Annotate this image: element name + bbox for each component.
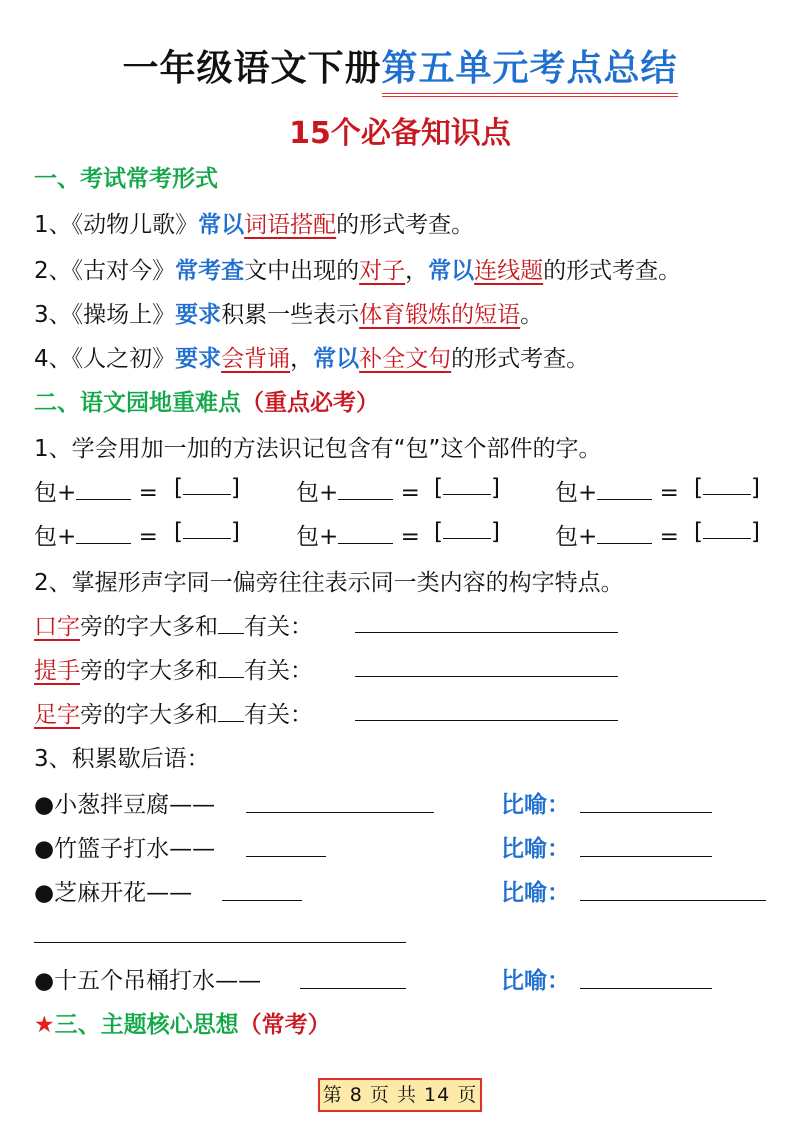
bao-cell-6: 包+ = bbox=[555, 524, 679, 550]
metaphor-label-2: 比喻： bbox=[501, 836, 570, 862]
metaphor-answer-3[interactable] bbox=[580, 900, 766, 901]
title-part1: 一年级语文下册 bbox=[122, 48, 382, 89]
metaphor-answer-4[interactable] bbox=[580, 988, 712, 989]
radical-answer-line-2[interactable] bbox=[355, 676, 618, 677]
xiehouyu-answer-4[interactable] bbox=[300, 988, 406, 989]
metaphor-answer-1[interactable] bbox=[580, 812, 712, 813]
section2-heading: 二、语文园地重难点（重点必考） bbox=[34, 390, 379, 416]
xiehouyu-4: ●十五个吊桶打水—— bbox=[34, 968, 262, 994]
bao-bracket-5: [ ] bbox=[434, 519, 500, 545]
xiehouyu-2: ●竹篮子打水—— bbox=[34, 836, 216, 862]
metaphor-answer-2[interactable] bbox=[580, 856, 712, 857]
bao-bracket-3: [ ] bbox=[694, 475, 760, 501]
bao-cell-2: 包+ = bbox=[296, 480, 420, 506]
section1-item-1: 1、《动物儿歌》常以词语搭配的形式考查。 bbox=[34, 212, 475, 238]
section1-heading: 一、考试常考形式 bbox=[34, 166, 218, 192]
title-highlight: 第五单元考点总结 bbox=[382, 40, 678, 91]
xiehouyu-answer-2[interactable] bbox=[246, 856, 326, 857]
bao-cell-5: 包+ = bbox=[296, 524, 420, 550]
radical-row-1: 口字旁的字大多和 有关： bbox=[34, 614, 313, 640]
metaphor-label-1: 比喻： bbox=[501, 792, 570, 818]
xiehouyu-1: ●小葱拌豆腐—— bbox=[34, 792, 216, 818]
bao-bracket-2: [ ] bbox=[434, 475, 500, 501]
section2-item-3: 3、积累歇后语： bbox=[34, 746, 210, 772]
section2-item-1: 1、学会用加一加的方法识记包含有“包”这个部件的字。 bbox=[34, 436, 602, 462]
radical-row-2: 提手旁的字大多和 有关： bbox=[34, 658, 313, 684]
bao-cell-3: 包+ = bbox=[555, 480, 679, 506]
radical-answer-line-3[interactable] bbox=[355, 720, 618, 721]
section3-heading: ★三、主题核心思想（常考） bbox=[34, 1012, 331, 1038]
bao-cell-4: 包+ = bbox=[34, 524, 158, 550]
section1-item-4: 4、《人之初》要求会背诵，常以补全文句的形式考查。 bbox=[34, 346, 590, 372]
xiehouyu-3: ●芝麻开花—— bbox=[34, 880, 193, 906]
page-title bbox=[0, 40, 800, 91]
section2-item-2: 2、掌握形声字同一偏旁往往表示同一类内容的构字特点。 bbox=[34, 570, 624, 596]
page-subtitle: 15个必备知识点 bbox=[289, 116, 511, 151]
bao-bracket-1: [ ] bbox=[174, 475, 240, 501]
xiehouyu-answer-3[interactable] bbox=[222, 900, 302, 901]
star-icon: ★ bbox=[34, 1012, 55, 1038]
metaphor-label-4: 比喻： bbox=[501, 968, 570, 994]
radical-answer-line-1[interactable] bbox=[355, 632, 618, 633]
section1-item-3: 3、《操场上》要求积累一些表示体育锻炼的短语。 bbox=[34, 302, 544, 328]
bao-bracket-4: [ ] bbox=[174, 519, 240, 545]
page-number: 第 8 页 共 14 页 bbox=[318, 1078, 482, 1112]
section1-item-2: 2、《古对今》常考查文中出现的对子，常以连线题的形式考查。 bbox=[34, 258, 682, 284]
bao-cell-1: 包+ = bbox=[34, 480, 158, 506]
bao-bracket-6: [ ] bbox=[694, 519, 760, 545]
radical-row-3: 足字旁的字大多和 有关： bbox=[34, 702, 313, 728]
xiehouyu-answer-1[interactable] bbox=[246, 812, 434, 813]
metaphor-label-3: 比喻： bbox=[501, 880, 570, 906]
metaphor-answer-3-continued[interactable] bbox=[34, 942, 406, 943]
